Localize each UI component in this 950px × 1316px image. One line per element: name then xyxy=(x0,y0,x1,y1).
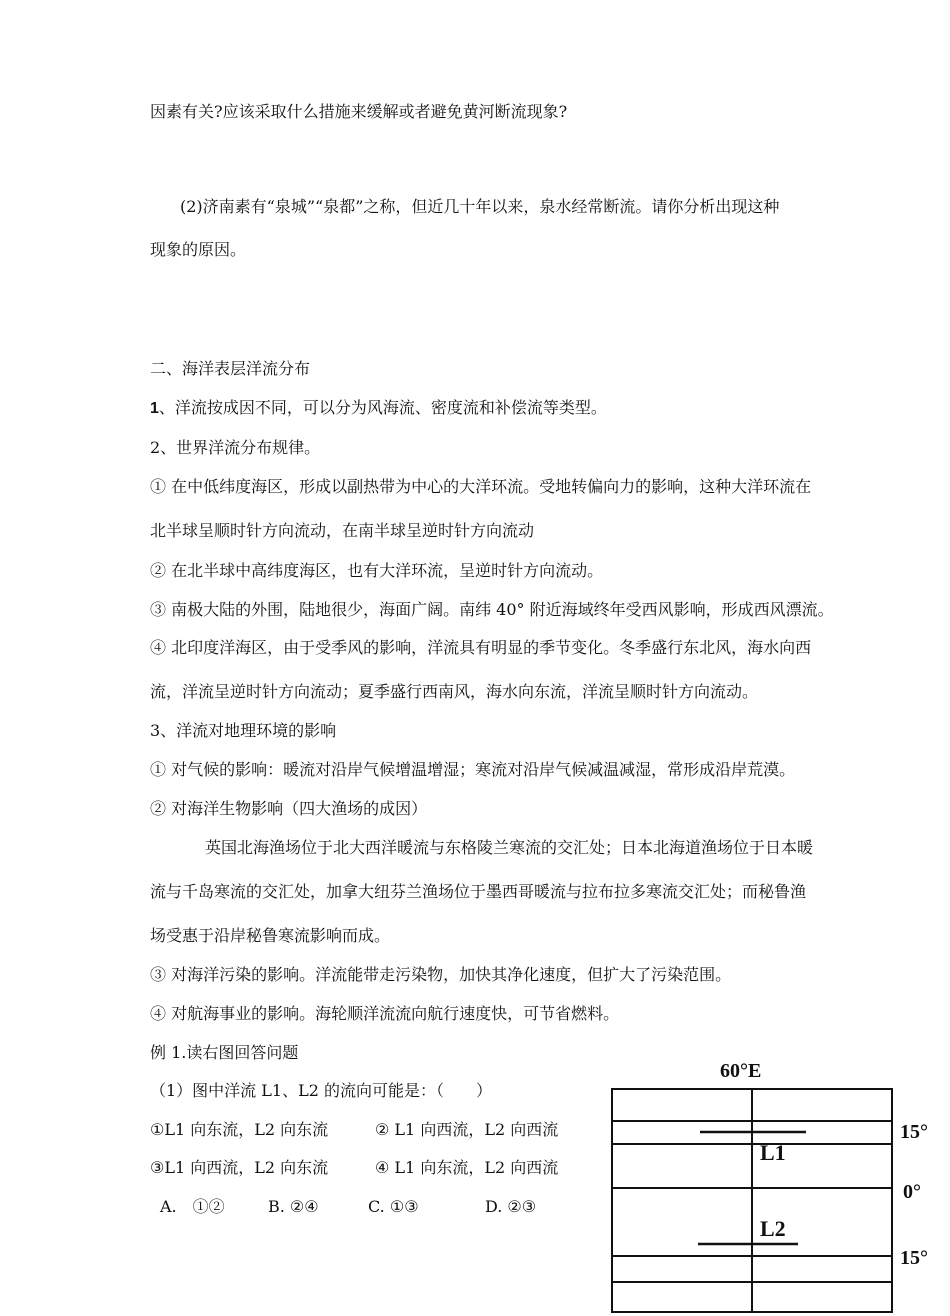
line-12: 流，洋流呈逆时针方向流动；夏季盛行西南风，海水向东流，洋流呈顺时针方向流动。 xyxy=(150,682,759,701)
line-7: ① 在中低纬度海区，形成以副热带为中心的大洋环流。受地转偏向力的影响，这种大洋环流在 xyxy=(150,477,812,496)
answer-b: B. ②④ xyxy=(268,1197,319,1216)
ocean-current-figure xyxy=(600,1050,945,1316)
question-1: （1）图中洋流 L1、L2 的流向可能是：（ ） xyxy=(150,1081,492,1100)
line-16: 英国北海渔场位于北大西洋暖流与东格陵兰寒流的交汇处；日本北海道渔场位于日本暖 xyxy=(205,838,814,857)
line-5 xyxy=(150,398,607,419)
line-18: 场受惠于沿岸秘鲁寒流影响而成。 xyxy=(150,926,391,945)
line-1: 因素有关?应该采取什么措施来缓解或者避免黄河断流现象? xyxy=(150,102,568,121)
line-9: ② 在北半球中高纬度海区，也有大洋环流，呈逆时针方向流动。 xyxy=(150,561,604,580)
option-3: ③L1 向西流，L2 向东流 xyxy=(150,1158,329,1177)
answer-a: A. ①② xyxy=(160,1197,225,1216)
line-2: (2)济南素有“泉城”“泉都”之称，但近几十年以来，泉水经常断流。请你分析出现这种 xyxy=(180,197,780,216)
bold-number: 1 xyxy=(150,400,159,417)
answer-d: D. ②③ xyxy=(485,1197,537,1216)
option-2: ② L1 向西流，L2 向西流 xyxy=(375,1120,559,1139)
line-13: 3、洋流对地理环境的影响 xyxy=(150,721,337,740)
line-14: ① 对气候的影响：暖流对沿岸气候增温增湿；寒流对沿岸气候减温减湿，常形成沿岸荒漠。 xyxy=(150,760,796,779)
line-10: ③ 南极大陆的外围，陆地很少，海面广阔。南纬 40° 附近海域终年受西风影响，形成西风漂流。 xyxy=(150,600,834,619)
line-3: 现象的原因。 xyxy=(150,240,247,259)
latitude-label-equator: 0° xyxy=(903,1181,921,1203)
line-19: ③ 对海洋污染的影响。洋流能带走污染物，加快其净化速度，但扩大了污染范围。 xyxy=(150,965,732,984)
current-l1-label: L1 xyxy=(760,1140,786,1165)
current-l2-label: L2 xyxy=(760,1216,786,1241)
latitude-label-top: 15° xyxy=(900,1121,928,1143)
line-15: ② 对海洋生物影响（四大渔场的成因） xyxy=(150,799,428,818)
option-1: ①L1 向东流，L2 向东流 xyxy=(150,1120,329,1139)
section-heading: 二、海洋表层洋流分布 xyxy=(150,359,311,378)
answer-c: C. ①③ xyxy=(368,1197,419,1216)
line-6: 2、世界洋流分布规律。 xyxy=(150,438,321,457)
line-17: 流与千岛寒流的交汇处，加拿大纽芬兰渔场位于墨西哥暖流与拉布拉多寒流交汇处；而秘鲁渔 xyxy=(150,882,807,901)
meridian-label: 60°E xyxy=(720,1060,762,1082)
line-11: ④ 北印度洋海区，由于受季风的影响，洋流具有明显的季节变化。冬季盛行东北风，海水向西 xyxy=(150,638,812,657)
option-4: ④ L1 向东流，L2 向西流 xyxy=(375,1158,559,1177)
line-8: 北半球呈顺时针方向流动，在南半球呈逆时针方向流动 xyxy=(150,521,535,540)
latitude-label-bottom: 15° xyxy=(900,1247,928,1269)
example-title: 例 1.读右图回答问题 xyxy=(150,1043,299,1062)
line-5-text: 、洋流按成因不同，可以分为风海流、密度流和补偿流等类型。 xyxy=(158,398,607,417)
line-20: ④ 对航海事业的影响。海轮顺洋流流向航行速度快，可节省燃料。 xyxy=(150,1004,620,1023)
